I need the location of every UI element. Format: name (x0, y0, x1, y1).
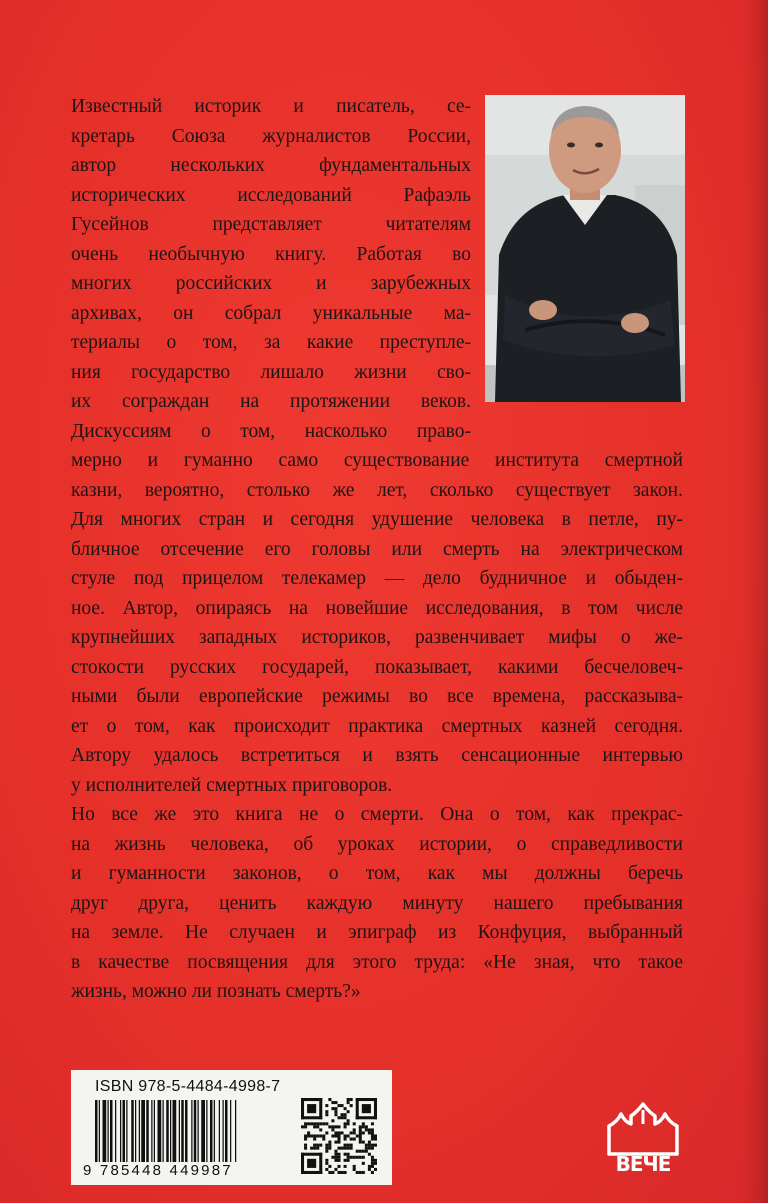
qr-module (301, 1098, 304, 1119)
barcode-bar (201, 1100, 205, 1162)
barcode-bar (95, 1100, 98, 1162)
barcode-digits: 9 785448 449987 (83, 1162, 233, 1179)
annotation-paragraph-1-cont (71, 446, 683, 800)
qr-module (337, 1147, 340, 1150)
cover-edge-shadow (742, 0, 768, 1203)
qr-module (368, 1144, 371, 1147)
qr-module (341, 1113, 344, 1116)
qr-module (356, 1098, 359, 1119)
qr-module (307, 1131, 310, 1134)
qr-module (347, 1110, 350, 1113)
publisher-name: ВЕЧЕ (615, 1152, 671, 1176)
qr-module (344, 1113, 347, 1116)
qr-module (325, 1110, 328, 1113)
text-line: многих российских и зарубежных (71, 273, 471, 294)
text-line: казни, вероятно, столько же лет, сколько существует закон. (71, 479, 683, 501)
qr-module (347, 1119, 350, 1122)
qr-module (371, 1171, 374, 1174)
qr-module (353, 1156, 356, 1159)
qr-module (341, 1171, 344, 1174)
qr-module (334, 1134, 337, 1137)
qr-module (374, 1162, 377, 1165)
qr-module (359, 1150, 362, 1153)
text-line: Для многих стран и сегодня удушение человека в петле, пу- (71, 509, 683, 530)
qr-module (307, 1159, 316, 1168)
qr-module (328, 1144, 331, 1147)
qr-module (325, 1159, 328, 1162)
barcode-bar (110, 1100, 113, 1162)
qr-module (325, 1150, 328, 1153)
qr-module (362, 1104, 371, 1113)
qr-module (331, 1119, 334, 1122)
qr-module (301, 1116, 322, 1119)
qr-module (325, 1162, 328, 1165)
barcode-bar (146, 1100, 149, 1162)
text-line: Известный историк и писатель, се- (71, 96, 471, 117)
text-line: Но все же это книга не о смерти. Она о том, как прекрас- (71, 804, 683, 825)
barcode-bar (219, 1100, 220, 1162)
text-line: кретарь Союза журналистов России, (71, 125, 471, 147)
qr-module (325, 1104, 328, 1107)
qr-module (368, 1131, 371, 1134)
qr-module (347, 1159, 350, 1162)
qr-module (374, 1138, 377, 1141)
qr-module (313, 1138, 316, 1141)
qr-module (344, 1159, 347, 1162)
qr-module (301, 1171, 322, 1174)
qr-module (331, 1125, 334, 1128)
barcode-bar (173, 1100, 177, 1162)
qr-module (319, 1122, 322, 1125)
qr-module (353, 1165, 356, 1168)
qr-module (353, 1168, 356, 1171)
qr-module (328, 1141, 331, 1144)
qr-module (337, 1131, 340, 1134)
qr-module (359, 1156, 362, 1159)
qr-module (365, 1147, 368, 1150)
qr-module (374, 1144, 377, 1147)
qr-module (359, 1125, 362, 1128)
barcode-bar (158, 1100, 162, 1162)
text-line: крупнейших западных историков, развенчивает мифы о же- (71, 627, 683, 648)
qr-module (347, 1098, 350, 1101)
qr-module (353, 1131, 356, 1134)
qr-module (337, 1134, 340, 1137)
qr-module (362, 1156, 365, 1159)
qr-module (353, 1122, 356, 1125)
qr-module (325, 1113, 328, 1116)
barcode-bar (198, 1100, 199, 1162)
qr-module (337, 1156, 340, 1159)
qr-module (337, 1165, 340, 1168)
qr-module (328, 1165, 331, 1168)
qr-module (319, 1128, 322, 1131)
barcode-bar (230, 1100, 231, 1162)
text-line: Гусейнов представляет читателям (71, 214, 471, 235)
qr-module (371, 1144, 374, 1147)
qr-module (322, 1122, 325, 1125)
barcode (95, 1100, 285, 1162)
qr-module (304, 1138, 307, 1141)
qr-module (371, 1159, 374, 1162)
qr-module (350, 1138, 353, 1141)
barcode-bar (170, 1100, 171, 1162)
qr-module (325, 1147, 328, 1150)
text-line: и гуманности законов, о том, как мы должны беречь (71, 863, 683, 884)
qr-module (331, 1101, 334, 1104)
qr-module (337, 1159, 340, 1162)
qr-module (368, 1128, 371, 1131)
barcode-bar (163, 1100, 164, 1162)
qr-module (313, 1144, 316, 1147)
qr-module (328, 1098, 331, 1101)
barcode-bar (166, 1100, 169, 1162)
text-line: ное. Автор, опираясь на новейшие исследования, в том числе (71, 597, 683, 619)
qr-module (350, 1104, 353, 1107)
qr-module (365, 1150, 368, 1153)
qr-module (301, 1125, 304, 1128)
text-line: бличное отсечение его головы или смерть на электрическом (71, 538, 683, 560)
qr-module (359, 1131, 362, 1134)
barcode-bar (131, 1100, 134, 1162)
barcode-bar (225, 1100, 228, 1162)
qr-module (362, 1125, 365, 1128)
qr-module (310, 1134, 313, 1137)
barcode-bar (151, 1100, 152, 1162)
text-line: автор нескольких фундаментальных (71, 155, 471, 176)
qr-module (341, 1116, 344, 1119)
qr-module (371, 1131, 374, 1134)
qr-module (347, 1156, 350, 1159)
text-line: мерно и гуманно само существование института смертной (71, 450, 683, 471)
qr-module (371, 1134, 374, 1137)
qr-module (334, 1113, 337, 1116)
qr-module (350, 1144, 353, 1147)
qr-module (368, 1168, 371, 1171)
qr-module (365, 1125, 368, 1128)
barcode-bar (191, 1100, 192, 1162)
text-line: ными были европейские режимы во все времена, рассказыва- (71, 686, 683, 707)
qr-module (319, 1153, 322, 1174)
qr-module (362, 1122, 365, 1125)
qr-module (353, 1128, 356, 1131)
qr-module (325, 1144, 328, 1147)
barcode-bar (210, 1100, 213, 1162)
qr-module (359, 1138, 362, 1141)
qr-module (371, 1165, 374, 1168)
qr-module (313, 1122, 316, 1125)
text-line: их сограждан на протяжении веков. (71, 391, 471, 412)
qr-module (304, 1134, 307, 1137)
qr-module (359, 1128, 362, 1131)
qr-module (350, 1156, 353, 1159)
qr-module (334, 1110, 337, 1113)
qr-module (310, 1122, 313, 1125)
qr-module (331, 1156, 334, 1159)
qr-module (307, 1122, 310, 1125)
qr-module (331, 1128, 334, 1131)
qr-module (374, 1168, 377, 1171)
text-line: очень необычную книгу. Работая во (71, 243, 471, 265)
qr-module (316, 1144, 319, 1147)
qr-module (334, 1101, 337, 1104)
qr-module (316, 1134, 319, 1137)
barcode-bar (103, 1100, 107, 1162)
qr-module (374, 1098, 377, 1119)
barcode-bar (179, 1100, 180, 1162)
qr-module (341, 1147, 344, 1150)
qr-module (304, 1122, 307, 1125)
qr-module (371, 1138, 374, 1141)
qr-module (368, 1165, 371, 1168)
qr-module (350, 1147, 353, 1150)
qr-module (359, 1171, 362, 1174)
qr-module (371, 1122, 374, 1125)
text-line: исторических исследований Рафаэль (71, 184, 471, 206)
publisher-logo-icon (603, 1100, 683, 1156)
qr-module (344, 1134, 347, 1137)
qr-module (313, 1125, 316, 1128)
annotation-text (71, 92, 683, 1007)
qr-module (344, 1138, 347, 1141)
qr-module (334, 1131, 337, 1134)
qr-module (350, 1098, 353, 1101)
barcode-bar (108, 1100, 109, 1162)
qr-module (362, 1150, 365, 1153)
qr-module (319, 1144, 322, 1147)
qr-module (365, 1128, 368, 1131)
barcode-bar (181, 1100, 184, 1162)
qr-module (344, 1171, 347, 1174)
text-line: на жизнь человека, об уроках истории, о справедливости (71, 833, 683, 855)
qr-module (374, 1159, 377, 1162)
text-line: Дискуссиям о том, насколько право- (71, 420, 471, 442)
qr-module (353, 1138, 356, 1141)
qr-module (362, 1131, 365, 1134)
text-line: ет о том, как происходит практика смертных казней сегодня. (71, 715, 683, 737)
qr-module (344, 1107, 347, 1110)
qr-module (350, 1131, 353, 1134)
qr-module (307, 1134, 310, 1137)
barcode-bar (123, 1100, 126, 1162)
qr-module (310, 1147, 313, 1150)
qr-module (313, 1134, 316, 1137)
barcode-bar (99, 1100, 100, 1162)
qr-module (347, 1101, 350, 1104)
qr-module (334, 1141, 337, 1144)
qr-module (359, 1134, 362, 1137)
qr-module (316, 1125, 319, 1128)
qr-module (334, 1153, 337, 1156)
qr-module (356, 1098, 377, 1101)
qr-module (301, 1153, 322, 1156)
qr-module (344, 1147, 347, 1150)
text-line: стуле под прицелом телекамер — дело будничное и обыден- (71, 568, 683, 589)
qr-module (356, 1156, 359, 1159)
qr-module (316, 1147, 319, 1150)
barcode-bar (223, 1100, 224, 1162)
qr-module (344, 1144, 347, 1147)
qr-module (337, 1153, 340, 1156)
qr-module (319, 1134, 322, 1137)
qr-module (344, 1153, 347, 1156)
qr-module (356, 1134, 359, 1137)
qr-module (362, 1162, 365, 1165)
qr-module (334, 1107, 337, 1110)
qr-module (331, 1107, 334, 1110)
qr-module (371, 1162, 374, 1165)
qr-module (344, 1116, 347, 1119)
qr-module (356, 1171, 359, 1174)
qr-module (371, 1147, 374, 1150)
text-line: териалы о том, за какие преступле- (71, 332, 471, 353)
qr-module (371, 1156, 374, 1159)
qr-module (347, 1147, 350, 1150)
qr-module (337, 1125, 340, 1128)
qr-module (337, 1138, 340, 1141)
barcode-bar (115, 1100, 116, 1162)
barcode-bar (206, 1100, 207, 1162)
qr-module (325, 1122, 328, 1125)
text-line: в качестве посвящения для этого труда: «Не зная, что такое (71, 951, 683, 973)
qr-module (304, 1147, 307, 1150)
qr-module (334, 1159, 337, 1162)
isbn-barcode-block (71, 1070, 392, 1185)
qr-module (365, 1144, 368, 1147)
qr-module (301, 1098, 322, 1101)
qr-module (334, 1125, 337, 1128)
qr-module (362, 1171, 365, 1174)
qr-module (344, 1122, 347, 1125)
qr-module (307, 1104, 316, 1113)
text-line: стокости русских государей, показывает, какими бесчеловеч- (71, 656, 683, 678)
qr-module (341, 1104, 344, 1107)
qr-module (319, 1098, 322, 1119)
barcode-bar (154, 1100, 155, 1162)
text-line: ния государство лишало жизни сво- (71, 361, 471, 383)
barcode-bar (120, 1100, 121, 1162)
qr-module (362, 1141, 365, 1144)
barcode-bar (126, 1100, 127, 1162)
qr-module (337, 1104, 340, 1107)
barcode-bar (185, 1100, 188, 1162)
text-line: у исполнителей смертных приговоров. (71, 774, 393, 796)
qr-code (301, 1098, 377, 1174)
barcode-bar (214, 1100, 215, 1162)
qr-module (337, 1171, 340, 1174)
qr-module (325, 1131, 328, 1134)
qr-module (347, 1122, 350, 1125)
barcode-bar (235, 1100, 236, 1162)
text-line: друг друга, ценить каждую минуту нашего пребывания (71, 892, 683, 914)
qr-module (337, 1116, 340, 1119)
qr-module (347, 1144, 350, 1147)
qr-module (344, 1125, 347, 1128)
qr-module (368, 1141, 371, 1144)
qr-module (328, 1125, 331, 1128)
text-line: на земле. Не случаен и эпиграф из Конфуция, выбранный (71, 922, 683, 943)
qr-module (368, 1147, 371, 1150)
qr-module (371, 1128, 374, 1131)
qr-module (331, 1134, 334, 1137)
qr-module (328, 1147, 331, 1150)
qr-module (331, 1171, 334, 1174)
qr-module (347, 1134, 350, 1137)
qr-module (316, 1122, 319, 1125)
qr-module (356, 1116, 377, 1119)
barcode-bar (194, 1100, 197, 1162)
qr-module (344, 1165, 347, 1168)
qr-module (304, 1144, 307, 1147)
annotation-paragraph-1 (71, 92, 471, 446)
qr-module (374, 1134, 377, 1137)
qr-module (334, 1150, 337, 1153)
qr-module (359, 1141, 362, 1144)
qr-module (304, 1125, 307, 1128)
qr-module (328, 1171, 331, 1174)
isbn-label: ISBN 978-5-4484-4998-7 (95, 1078, 281, 1095)
qr-module (322, 1134, 325, 1137)
qr-module (313, 1147, 316, 1150)
barcode-bar (135, 1100, 136, 1162)
qr-module (337, 1141, 340, 1144)
qr-module (325, 1168, 328, 1171)
barcode-bar (139, 1100, 140, 1162)
qr-module (322, 1138, 325, 1141)
barcode-bar (141, 1100, 145, 1162)
text-line: Автору удалось встретиться и взять сенсационные интервью (71, 745, 683, 766)
qr-module (356, 1150, 359, 1153)
annotation-paragraph-2 (71, 800, 683, 1007)
qr-module (341, 1131, 344, 1134)
qr-module (334, 1168, 337, 1171)
qr-module (301, 1153, 304, 1174)
qr-module (334, 1156, 337, 1159)
qr-module (368, 1153, 371, 1156)
qr-module (347, 1153, 350, 1156)
text-line: архивах, он собрал уникальные ма- (71, 302, 471, 324)
text-line: жизнь, можно ли познать смерть?» (71, 981, 361, 1002)
